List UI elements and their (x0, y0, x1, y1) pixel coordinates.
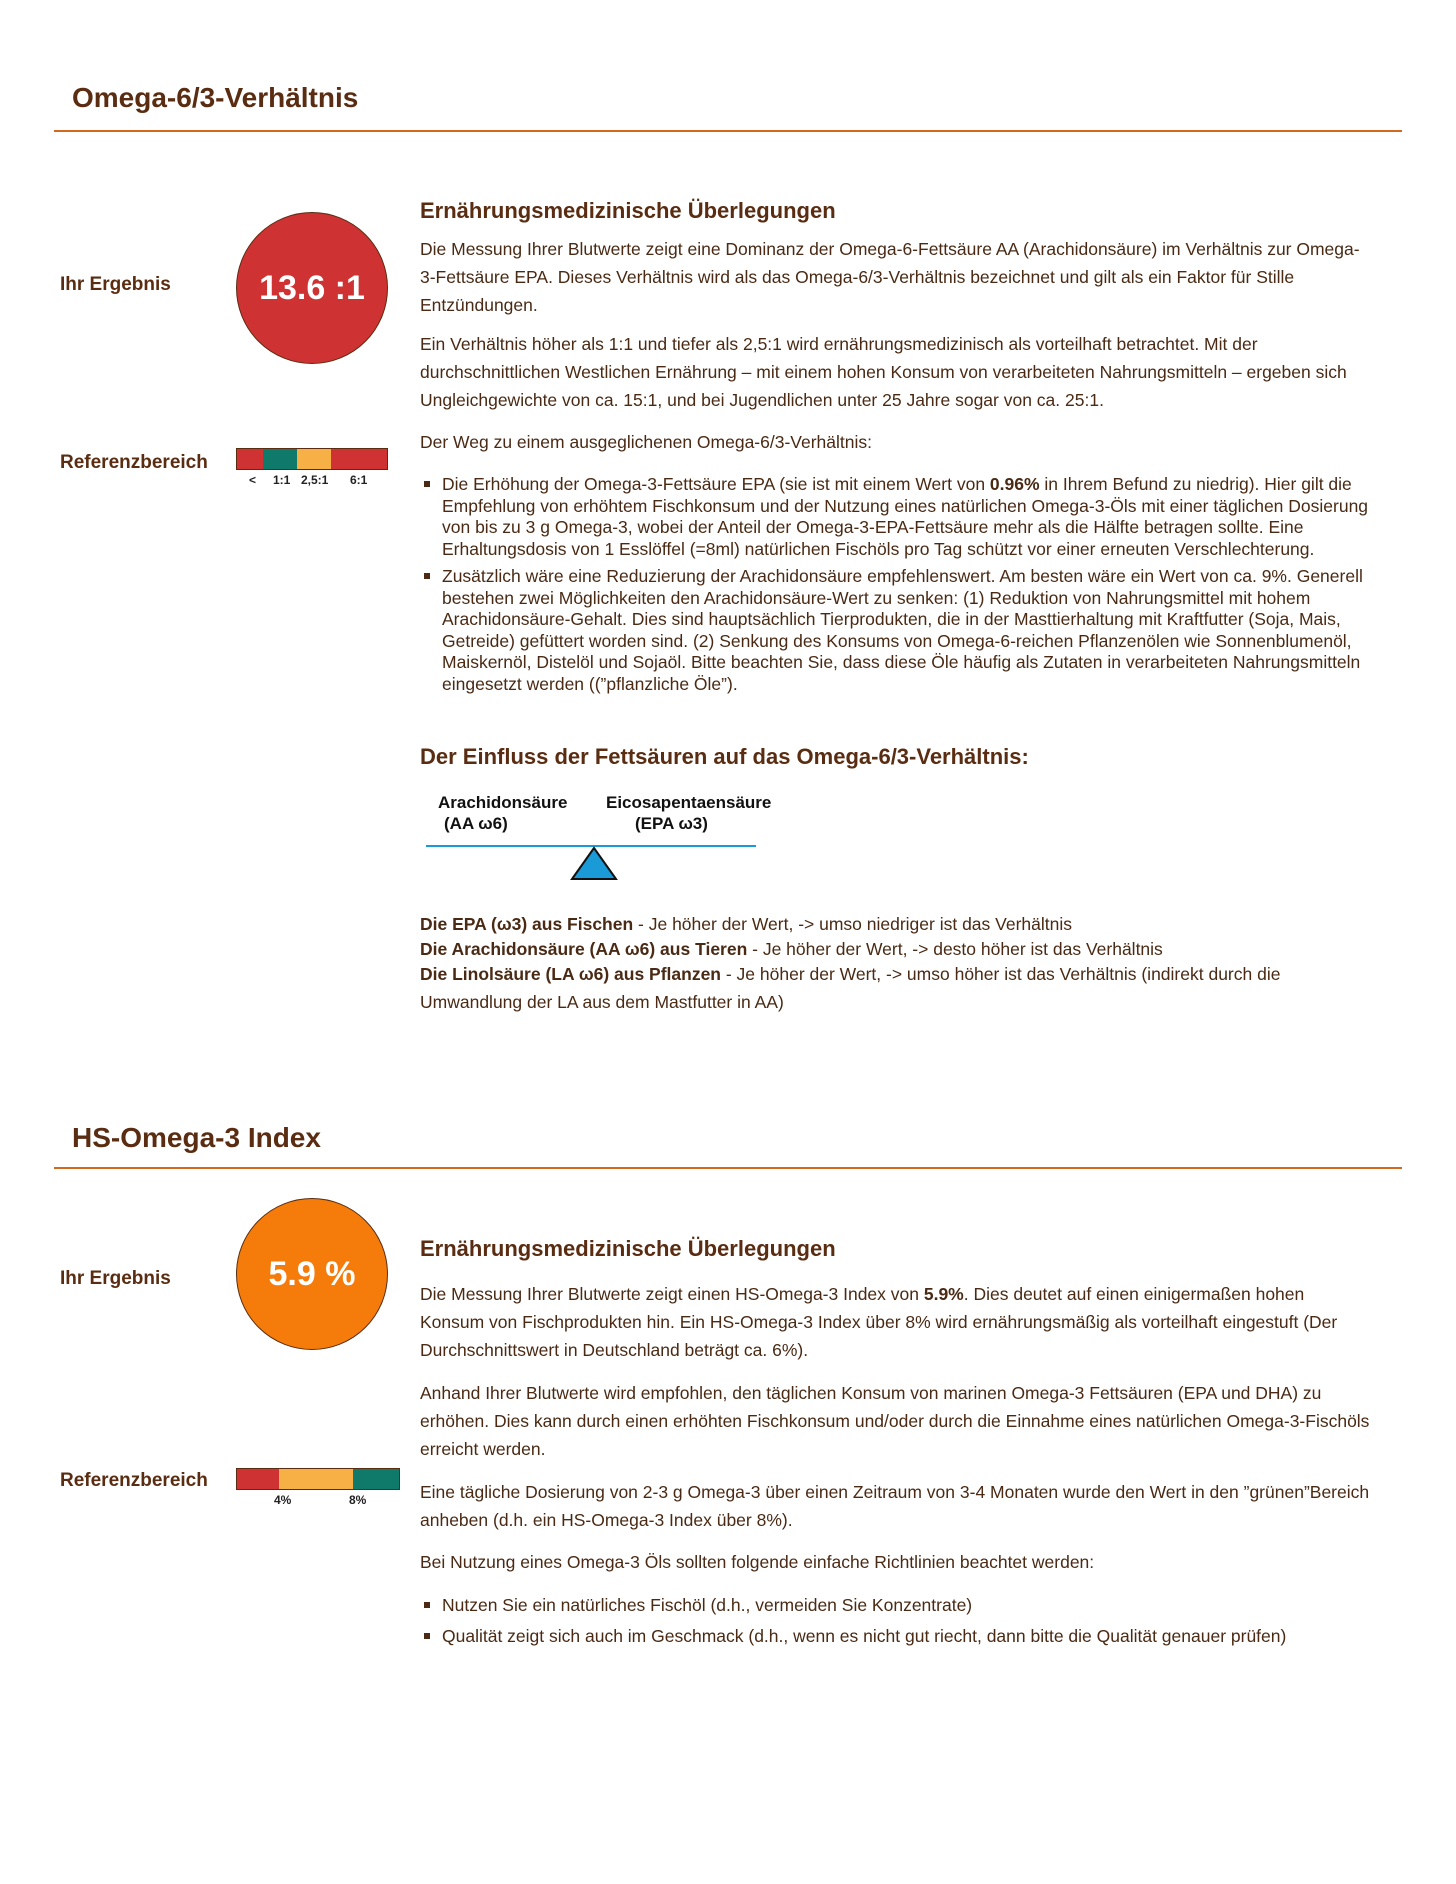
epa-value: 0.96% (989, 474, 1040, 494)
range-tick-label: 8% (349, 1493, 367, 1507)
seesaw-fulcrum-icon (572, 848, 616, 879)
subheading-influence: Der Einfluss der Fettsäuren auf das Omega-6/3-Verhältnis: (420, 744, 1029, 769)
range-segment-optimal (263, 449, 297, 469)
bullet-square-icon (424, 1602, 430, 1608)
reference-label: Referenzbereich (60, 452, 208, 473)
subheading-considerations: Ernährungsmedizinische Überlegungen (420, 1236, 836, 1261)
paragraph: Eine tägliche Dosierung von 2-3 g Omega-3 über einen Zeitraum von 3-4 Monaten wurde den Wert in den ”grünen”Bereich anheben (d.h. ein HS-Omega-3 Index über 8%). (420, 1482, 1370, 1530)
recommendation-list (420, 474, 1370, 695)
bullet-square-icon (424, 573, 430, 579)
section-title-omega-ratio: Omega-6/3-Verhältnis (72, 82, 359, 113)
result-value: 13.6 :1 (259, 268, 365, 307)
range-segment-moderate (297, 449, 331, 469)
range-segment-high (331, 449, 387, 469)
list-item: Qualität zeigt sich auch im Geschmack (d.h., wenn es nicht gut riecht, dann bitte die Qualität genauer prüfen) (420, 1621, 1370, 1652)
bullet-square-icon (424, 481, 430, 487)
list-item: Nutzen Sie ein natürliches Fischöl (d.h., vermeiden Sie Konzentrate) (420, 1590, 1370, 1621)
seesaw-illustration (424, 840, 760, 890)
range-segment-moderate (279, 1469, 353, 1489)
result-circle (236, 212, 388, 364)
subheading-considerations: Ernährungsmedizinische Überlegungen (420, 198, 836, 223)
range-tick-label: 1:1 (273, 473, 291, 487)
seesaw-left-label: Arachidonsäure (438, 793, 568, 812)
range-tick-label: 6:1 (350, 473, 368, 487)
paragraph: Die Messung Ihrer Blutwerte zeigt eine Dominanz der Omega-6-Fettsäure AA (Arachidonsäure) im Verhältnis zur Omega-3-Fettsäure EPA. Dieses Verhältnis wird als das Omega-6/3-Verhältnis bezeichnet und gilt als ein Faktor für Stille Entzündungen. (420, 239, 1360, 315)
bullet-square-icon (424, 1633, 430, 1639)
index-value: 5.9% (923, 1284, 964, 1304)
result-label: Ihr Ergebnis (60, 274, 171, 295)
range-segment-low (237, 1469, 279, 1489)
paragraph: Der Weg zu einem ausgeglichenen Omega-6/3-Verhältnis: (420, 432, 873, 452)
paragraph: Anhand Ihrer Blutwerte wird empfohlen, den täglichen Konsum von marinen Omega-3 Fettsäuren (EPA und DHA) zu erhöhen. Dies kann durch einen erhöhten Fischkonsum und/oder durch die Einnahme eines natürlichen Omega-3-Fischöls erreicht werden. (420, 1383, 1370, 1459)
influence-line: Die EPA (ω3) aus Fischen - Je höher der Wert, -> umso niedriger ist das Verhältnis (420, 914, 1073, 934)
range-segment-low (237, 449, 263, 469)
range-tick-label: 2,5:1 (301, 473, 329, 487)
seesaw-right-abbrev: (EPA ω3) (635, 814, 708, 833)
guideline-list (420, 1590, 1370, 1652)
result-value: 5.9 % (268, 1254, 356, 1293)
reference-range-bar (236, 448, 388, 470)
range-segment-optimal (353, 1469, 399, 1489)
reference-range-bar (236, 1468, 400, 1490)
range-tick-label: < (249, 473, 257, 487)
section-divider (54, 130, 1402, 132)
section-divider (54, 1167, 1402, 1169)
influence-line: Die Arachidonsäure (AA ω6) aus Tieren - Je höher der Wert, -> desto höher ist das Verhältnis (420, 939, 1163, 959)
paragraph: Ein Verhältnis höher als 1:1 und tiefer als 2,5:1 wird ernährungsmedizinisch als vorteilhaft betrachtet. Mit der durchschnittlichen Westlichen Ernährung – mit einem hohen Konsum von verarbeiteten Nahrungsmitteln – ergeben sich Ungleichgewichte von ca. 15:1, und bei Jugendlichen unter 25 Jahre sogar von ca. 25:1. (420, 334, 1347, 410)
result-circle (236, 1198, 388, 1350)
section-title-omega3-index: HS-Omega-3 Index (72, 1122, 321, 1153)
paragraph: Die Messung Ihrer Blutwerte zeigt einen HS-Omega-3 Index von 5.9%. Dies deutet auf einen einigermaßen hohen Konsum von Fischprodukten hin. Ein HS-Omega-3 Index über 8% wird ernährungsmäßig als vorteilhaft eingestuft (Der Durchschnittswert in Deutschland beträgt ca. 6%). (420, 1284, 1338, 1360)
result-label: Ihr Ergebnis (60, 1268, 171, 1289)
influence-line: Die Linolsäure (LA ω6) aus Pflanzen - Je höher der Wert, -> umso höher ist das Verhältnis (indirekt durch die Umwandlung der LA aus dem Mastfutter in AA) (420, 964, 1281, 1012)
paragraph: Bei Nutzung eines Omega-3 Öls sollten folgende einfache Richtlinien beachtet werden: (420, 1552, 1095, 1572)
reference-label: Referenzbereich (60, 1470, 208, 1491)
seesaw-right-label: Eicosapentaensäure (606, 793, 772, 812)
list-item: Zusätzlich wäre eine Reduzierung der Arachidonsäure empfehlenswert. Am besten wäre ein Wert von ca. 9%. Generell bestehen zwei Möglichkeiten den Arachidonsäure-Wert zu senken: (1) Reduktion von Nahrungsmittel mit hohem Arachidonsäure-Gehalt. Dies sind hauptsächlich Tierprodukten, die in der Masttierhaltung mit Kraftfutter (Soja, Mais, Getreide) gefüttert worden sind. (2) Senkung des Konsums von Omega-6-reichen Pflanzenölen wie Sonnenblumenöl, Maiskernöl, Distelöl und Sojaöl. Bitte beachten Sie, dass diese Öle häufig als Zutaten in verarbeiteten Nahrungsmitteln eingesetzt werden ((”pflanzliche Öle”). (420, 566, 1370, 695)
seesaw-left-abbrev: (AA ω6) (444, 814, 508, 833)
range-tick-label: 4% (274, 1493, 292, 1507)
list-item: Die Erhöhung der Omega-3-Fettsäure EPA (sie ist mit einem Wert von 0.96% in Ihrem Befund zu niedrig). Hier gilt die Empfehlung von erhöhtem Fischkonsum und der Nutzung eines natürlichen Omega-3-Öls mit einer täglichen Dosierung von bis zu 3 g Omega-3, wobei der Anteil der Omega-3-EPA-Fettsäure mehr als die Hälfte betragen sollte. Eine Erhaltungsdosis von 1 Esslöffel (=8ml) natürlichen Fischöls pro Tag schützt vor einer erneuten Verschlechterung. (420, 474, 1370, 560)
